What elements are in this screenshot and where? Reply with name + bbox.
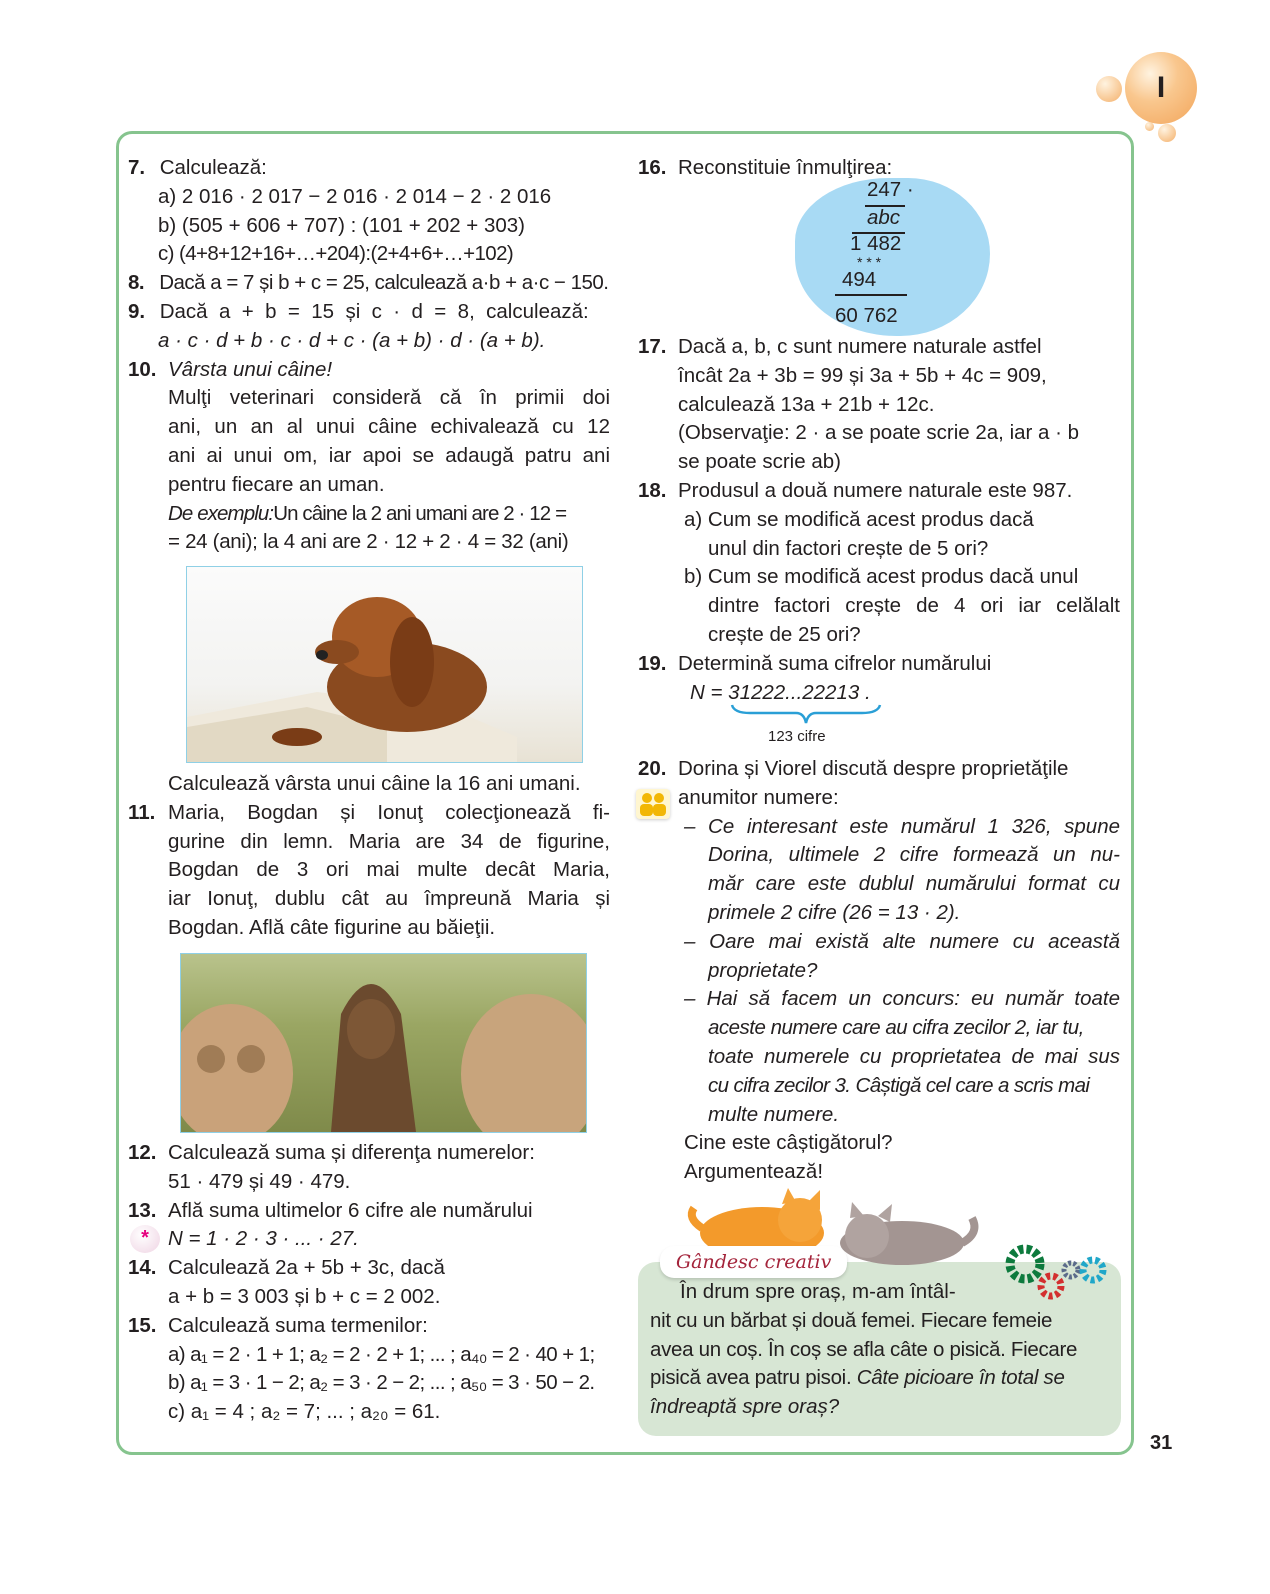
multiplication-puzzle bbox=[795, 178, 990, 336]
dialog-line: proprietate? bbox=[708, 958, 818, 982]
creative-text: pisică avea patru pisoi. bbox=[650, 1366, 857, 1390]
exercise-number: 8. bbox=[128, 271, 145, 295]
exercise-title: Produsul a două numere naturale este 987. bbox=[678, 478, 1073, 502]
exercise-text: Dacă a = 7 și b + c = 25, calculează a·b + a·c − 150. bbox=[159, 271, 609, 295]
exercise-number: 13. bbox=[128, 1198, 157, 1222]
dialog-line: aceste numere care au cifra zecilor 2, iar tu, bbox=[708, 1016, 1084, 1040]
example-label: De exemplu: bbox=[168, 501, 274, 525]
exercise-text: pentru fiecare an uman. bbox=[168, 472, 385, 496]
exercise-item: b) Cum se modifică acest produs dacă unul bbox=[684, 565, 1079, 589]
exercise-text: anumitor numere: bbox=[678, 785, 839, 809]
creative-label: Gândesc creativ bbox=[660, 1246, 847, 1278]
exercises-12-15 bbox=[128, 1139, 610, 1427]
exercise-item: a) 2 016 · 2 017 − 2 016 · 2 014 − 2 · 2 016 bbox=[158, 184, 552, 208]
exercise-text: ani, un an al unui câine echivalează cu 12 bbox=[168, 415, 610, 439]
number-formula: N = 31222...22213 . bbox=[690, 680, 871, 704]
dialog-line: toate numerele cu proprietatea de mai sus bbox=[708, 1044, 1120, 1068]
exercise-formula: a · c · d + b · c · d + c · (a + b) · d · (a + b). bbox=[158, 328, 546, 352]
exercise-item: b) (505 + 606 + 707) : (101 + 202 + 303) bbox=[158, 213, 525, 237]
exercise-text: Bogdan. Află câte figurine au băieţii. bbox=[168, 915, 496, 939]
exercise-number: 9. bbox=[128, 299, 146, 323]
partial-product: 494 bbox=[842, 268, 877, 291]
hidden-partial-product: * * * bbox=[857, 254, 882, 270]
chapter-number: I bbox=[1156, 71, 1166, 104]
exercise-text: (Observaţie: 2 · a se poate scrie 2a, iar a · b bbox=[678, 421, 1080, 445]
exercise-number: 11. bbox=[128, 800, 156, 824]
dialog-line: – Oare mai există alte numere cu această bbox=[684, 929, 1120, 953]
exercise-title: Vârsta unui câine! bbox=[168, 357, 333, 381]
exercise-text: Maria, Bogdan și Ionuţ colecţionează fi- bbox=[168, 800, 610, 824]
exercise-text: încât 2a + 3b = 99 și 3a + 5b + 4c = 909, bbox=[678, 363, 1047, 387]
gears-icon bbox=[1005, 1244, 1113, 1304]
dialog-line: Dorina, ultimele 2 cifre formează un nu- bbox=[708, 843, 1120, 867]
wooden-figurines-photo bbox=[180, 953, 587, 1133]
exercise-formula: N = 1 · 2 · 3 · ... · 27. bbox=[168, 1227, 359, 1251]
exercise-title: Calculează: bbox=[159, 156, 267, 179]
brace-label: 123 cifre bbox=[768, 728, 826, 745]
exercise-number: 18. bbox=[638, 478, 667, 502]
decor-bubble bbox=[1158, 124, 1176, 142]
exercise-text: calculează 13a + 21b + 12c. bbox=[678, 392, 935, 416]
exercise-number: 7. bbox=[128, 156, 146, 179]
dog-reading-book-photo bbox=[186, 566, 583, 763]
dialog-line: cu cifra zecilor 3. Câștigă cel care a scris mai bbox=[708, 1073, 1090, 1097]
exercise-item: b) a₁ = 3 · 1 − 2; a₂ = 3 · 2 − 2; ... ; a₅₀ = 3 · 50 − 2. bbox=[168, 1371, 595, 1395]
creative-text: avea un coș. În coș se afla câte o pisică. Fiecare bbox=[650, 1337, 1078, 1361]
exercise-number: 10. bbox=[128, 357, 157, 381]
product: 60 762 bbox=[835, 304, 898, 327]
exercise-number: 14. bbox=[128, 1256, 157, 1280]
exercise-text: Află suma ultimelor 6 cifre ale numărului bbox=[168, 1198, 533, 1222]
example-text: Un câine la 2 ani umani are 2 · 12 = bbox=[273, 501, 567, 525]
exercise-title: Reconstituie înmulţirea: bbox=[678, 156, 893, 179]
exercise-question: Argumentează! bbox=[684, 1160, 824, 1184]
exercise-text: gurine din lemn. Maria are 34 de figurine, bbox=[168, 829, 610, 853]
dialog-line: – Ce interesant este numărul 1 326, spune bbox=[684, 814, 1120, 838]
exercises-17-19 bbox=[638, 333, 1120, 707]
decor-bubble bbox=[1096, 76, 1122, 102]
exercise-text: se poate scrie ab) bbox=[678, 450, 841, 474]
example-text: = 24 (ani); la 4 ani are 2 · 12 + 2 · 4 = 32 (ani) bbox=[168, 530, 569, 554]
exercise-item: c) a₁ = 4 ; a₂ = 7; ... ; a₂₀ = 61. bbox=[168, 1400, 441, 1424]
decor-bubble bbox=[1145, 122, 1154, 131]
exercise-question: Cine este câștigătorul? bbox=[684, 1131, 893, 1155]
exercise-question: Calculează vârsta unui câine la 16 ani umani. bbox=[168, 772, 581, 795]
multiplicand: 247 · bbox=[867, 178, 914, 201]
exercise-formula: a + b = 3 003 și b + c = 2 002. bbox=[168, 1284, 441, 1308]
exercise-item: a) a₁ = 2 · 1 + 1; a₂ = 2 · 2 + 1; ... ; a₄₀ = 2 · 40 + 1; bbox=[168, 1342, 595, 1366]
exercise-text: Dacă a, b, c sunt numere naturale astfel bbox=[678, 335, 1042, 358]
exercise-20 bbox=[638, 755, 1120, 1187]
exercise-text: Calculează suma și diferenţa numerelor: bbox=[168, 1141, 535, 1164]
exercise-item: unul din factori crește de 5 ori? bbox=[708, 536, 989, 560]
dialog-line: – Hai să facem un concurs: eu număr toate bbox=[684, 987, 1120, 1011]
exercise-number: 16. bbox=[638, 156, 667, 179]
exercise-text: Dorina și Viorel discută despre proprietăţile bbox=[678, 757, 1069, 780]
exercise-number: 17. bbox=[638, 335, 667, 358]
partial-product: 1 482 bbox=[850, 232, 902, 255]
page-number: 31 bbox=[1150, 1432, 1173, 1454]
exercises-10-11 bbox=[128, 770, 610, 943]
creative-text: nit cu un bărbat și două femei. Fiecare femeie bbox=[650, 1308, 1053, 1332]
exercise-text: iar Ionuţ, dublu cât au împreună Maria și bbox=[168, 887, 610, 911]
dialog-line: primele 2 cifre (26 = 13 · 2). bbox=[708, 900, 961, 924]
exercises-7-10 bbox=[128, 154, 610, 557]
divider-line bbox=[835, 294, 907, 296]
exercise-number: 15. bbox=[128, 1313, 157, 1337]
exercise-text: Bogdan de 3 ori mai multe decât Maria, bbox=[168, 858, 610, 882]
exercise-number: 20. bbox=[638, 757, 667, 780]
exercise-item: c) (4+8+12+16+…+204):(2+4+6+…+102) bbox=[158, 242, 514, 266]
exercise-item: crește de 25 ori? bbox=[708, 622, 861, 646]
difficulty-star-icon bbox=[130, 1225, 160, 1253]
exercise-number: 19. bbox=[638, 651, 667, 675]
chapter-badge bbox=[1125, 52, 1197, 124]
exercise-text: ani ai unui om, iar apoi se adaugă patru ani bbox=[168, 443, 610, 467]
exercise-text: Calculează 2a + 5b + 3c, dacă bbox=[168, 1256, 445, 1280]
exercise-item: dintre factori crește de 4 ori iar celălalt bbox=[708, 594, 1120, 618]
creative-text: În drum spre oraș, m-am întâl- bbox=[680, 1280, 956, 1303]
dialog-line: măr care este dublul numărului format cu bbox=[708, 872, 1120, 896]
multiplier: abc bbox=[867, 206, 901, 229]
dialog-line: multe numere. bbox=[708, 1102, 840, 1126]
curly-brace-icon bbox=[730, 703, 882, 725]
exercise-text: Dacă a + b = 15 și c · d = 8, calculează: bbox=[159, 299, 589, 323]
exercise-number: 12. bbox=[128, 1141, 157, 1164]
exercise-item: a) Cum se modifică acest produs dacă bbox=[684, 507, 1034, 531]
creative-question: îndreaptă spre oraș? bbox=[650, 1395, 840, 1419]
exercise-title: Calculează suma termenilor: bbox=[168, 1313, 428, 1337]
exercise-text: 51 · 479 și 49 · 479. bbox=[168, 1169, 351, 1193]
creative-question: Câte picioare în total se bbox=[856, 1366, 1065, 1390]
exercise-text: Mulţi veterinari consideră că în primii doi bbox=[168, 386, 610, 410]
star-marker: * bbox=[141, 1227, 149, 1249]
exercise-title: Determină suma cifrelor numărului bbox=[678, 651, 992, 675]
